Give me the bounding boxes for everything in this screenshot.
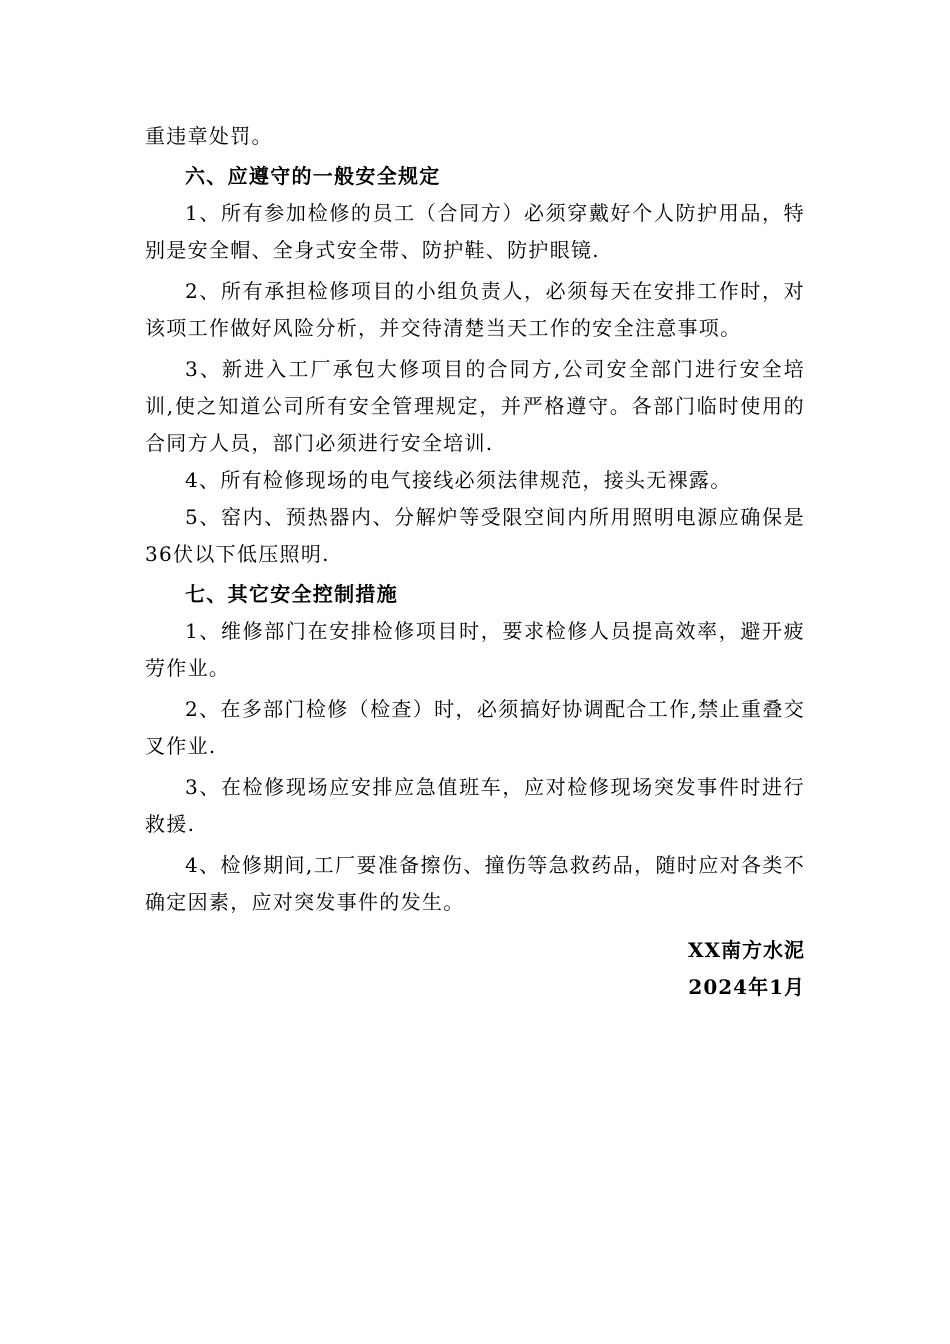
section-7-item-2: 2、在多部门检修（检查）时，必须搞好协调配合工作,禁止重叠交叉作业. [145, 697, 805, 758]
document-body [145, 118, 805, 921]
section-heading-7: 七、其它安全控制措施 [185, 582, 398, 606]
section-7-item-1: 1、维修部门在安排检修项目时，要求检修人员提高效率，避开疲劳作业。 [145, 619, 805, 680]
section-6-item-4: 4、所有检修现场的电气接线必须法律规范，接头无裸露。 [185, 468, 732, 492]
signature-block [688, 932, 805, 1006]
section-6-item-1: 1、所有参加检修的员工（合同方）必须穿戴好个人防护用品，特别是安全帽、全身式安全带、防护鞋、防护眼镜. [145, 201, 805, 262]
lead-text: 重违章处罚。 [145, 124, 273, 148]
section-heading-6: 六、应遵守的一般安全规定 [185, 164, 441, 188]
signature-organization: XX南方水泥 [687, 938, 805, 962]
section-7-item-4: 4、检修期间,工厂要准备擦伤、撞伤等急救药品，随时应对各类不确定因素，应对突发事件的发生。 [145, 853, 805, 914]
section-6-item-2: 2、所有承担检修项目的小组负责人，必须每天在安排工作时，对该项工作做好风险分析，并交待清楚当天工作的安全注意事项。 [145, 279, 805, 340]
signature-date: 2024年1月 [688, 975, 805, 999]
section-6-item-5: 5、窑内、预热器内、分解炉等受限空间内所用照明电源应确保是36伏以下低压照明. [145, 505, 805, 566]
section-6-item-3: 3、新进入工厂承包大修项目的合同方,公司安全部门进行安全培训,使之知道公司所有安全管理规定，并严格遵守。各部门临时使用的合同方人员，部门必须进行安全培训. [145, 357, 805, 455]
section-7-item-3: 3、在检修现场应安排应急值班车，应对检修现场突发事件时进行救援. [145, 775, 805, 836]
